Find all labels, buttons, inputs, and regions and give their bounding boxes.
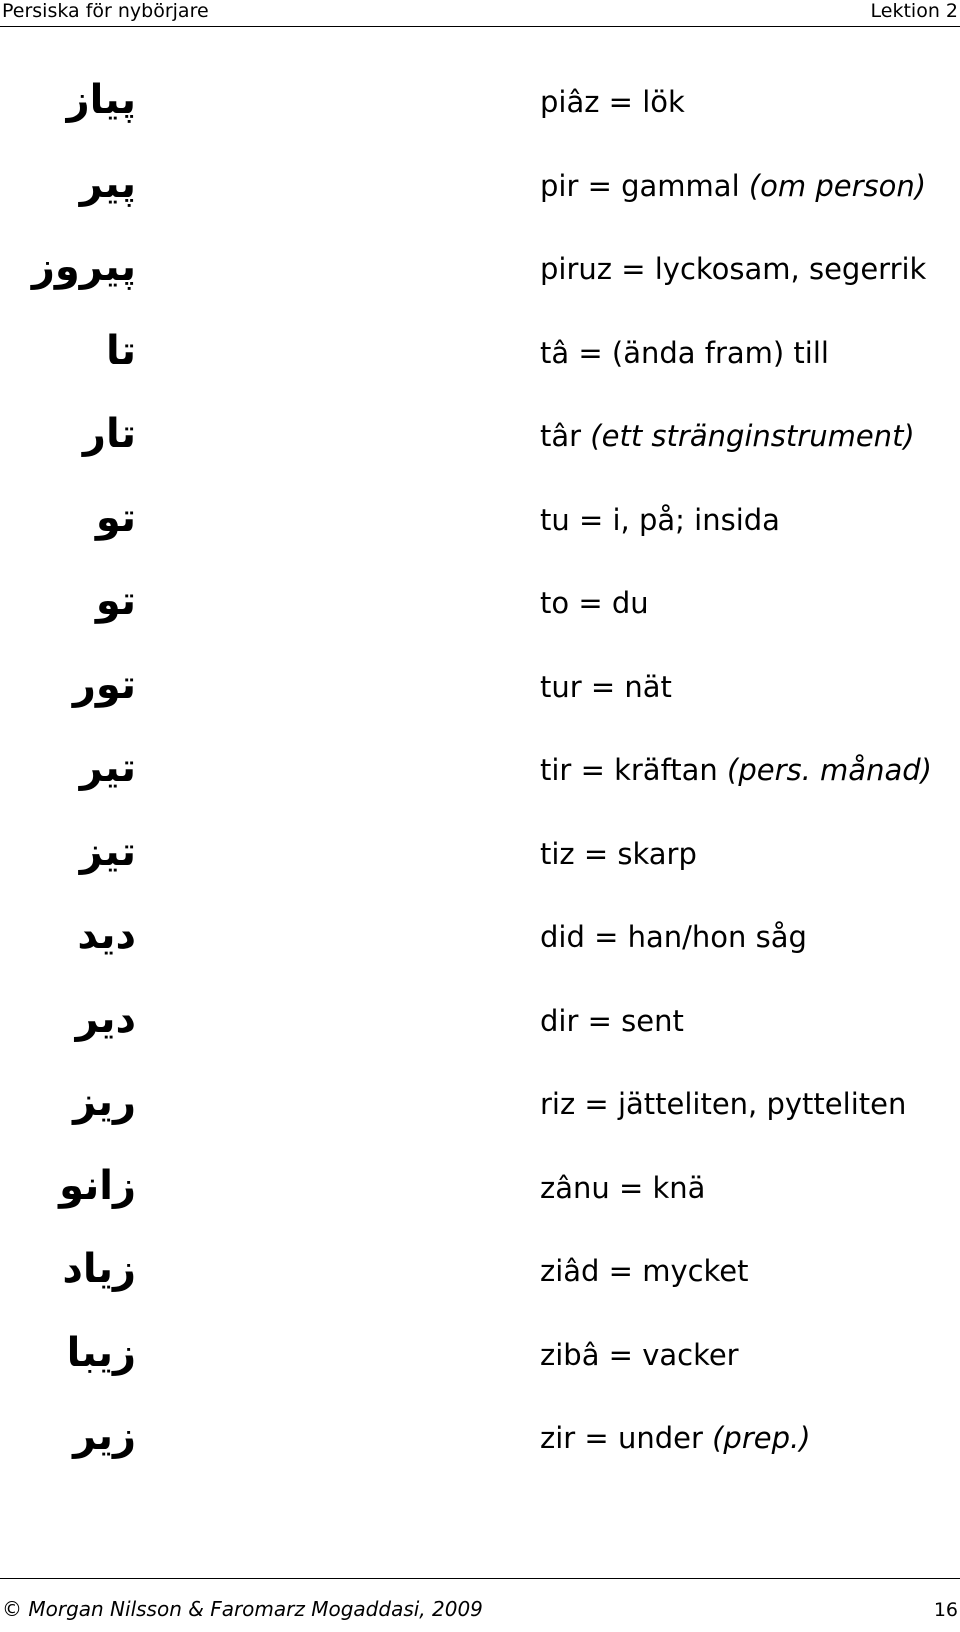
gloss — [540, 1168, 705, 1208]
gloss-text: ziâd = mycket — [540, 1254, 749, 1288]
gloss-note: (ett stränginstrument) — [590, 419, 915, 453]
gloss — [540, 249, 926, 289]
gloss — [540, 1001, 684, 1041]
page-number: 16 — [933, 1599, 958, 1621]
gloss — [540, 1418, 811, 1458]
page-footer — [0, 1578, 960, 1632]
persian-word: تا — [105, 327, 136, 374]
persian-word: پیاز — [66, 77, 136, 123]
persian-word: زیبا — [66, 1329, 136, 1376]
persian-word: تیز — [79, 828, 136, 875]
gloss — [540, 583, 649, 623]
persian-word: پیر — [79, 160, 136, 207]
vocabulary-row — [0, 1158, 960, 1242]
persian-word: ریز — [73, 1079, 136, 1125]
persian-word: زیر — [73, 1413, 136, 1459]
gloss-text: târ — [540, 419, 591, 453]
vocabulary-list — [0, 72, 960, 1492]
vocabulary-row — [0, 657, 960, 741]
gloss — [540, 500, 780, 540]
gloss-note: (om person) — [748, 168, 927, 203]
persian-word: دید — [77, 912, 136, 958]
gloss-text: piâz = lök — [540, 85, 685, 119]
vocabulary-row — [0, 72, 960, 156]
gloss-note: (pers. månad) — [727, 753, 932, 787]
persian-word: زیاد — [62, 1246, 136, 1292]
vocabulary-row — [0, 1408, 960, 1492]
gloss-text: tur = nät — [540, 669, 672, 704]
vocabulary-row — [0, 824, 960, 908]
vocabulary-row — [0, 239, 960, 323]
persian-word: تو — [95, 578, 136, 624]
gloss-text: zibâ = vacker — [540, 1337, 739, 1372]
persian-word: زانو — [59, 1162, 136, 1209]
gloss — [540, 667, 672, 707]
gloss — [540, 333, 829, 373]
gloss — [540, 917, 807, 957]
vocabulary-row — [0, 406, 960, 490]
vocabulary-row — [0, 156, 960, 240]
gloss-text: tâ = (ända fram) till — [540, 335, 829, 370]
gloss-text: to = du — [540, 586, 649, 620]
gloss-note: (prep.) — [712, 1421, 811, 1455]
vocabulary-row — [0, 1074, 960, 1158]
header-lesson: Lektion 2 — [870, 0, 958, 22]
vocabulary-row — [0, 740, 960, 824]
persian-word: پیروز — [31, 244, 136, 290]
vocabulary-row — [0, 1325, 960, 1409]
vocabulary-row — [0, 573, 960, 657]
gloss-text: riz = jätteliten, pytteliten — [540, 1087, 907, 1121]
gloss — [540, 750, 932, 790]
persian-word: تور — [72, 661, 136, 708]
gloss-text: tu = i, på; insida — [540, 502, 780, 537]
header-title: Persiska för nybörjare — [2, 0, 209, 22]
gloss — [540, 1335, 739, 1375]
gloss — [540, 834, 697, 874]
vocabulary-row — [0, 907, 960, 991]
gloss — [540, 82, 685, 122]
vocabulary-row — [0, 1241, 960, 1325]
persian-word: تار — [82, 411, 136, 457]
persian-word: تو — [95, 494, 136, 541]
vocabulary-row — [0, 991, 960, 1075]
gloss-text: piruz = lyckosam, segerrik — [540, 252, 927, 286]
gloss — [540, 1084, 906, 1124]
gloss-text: zânu = knä — [540, 1170, 706, 1205]
gloss-text: dir = sent — [540, 1003, 684, 1038]
vocabulary-row — [0, 490, 960, 574]
gloss-text: tiz = skarp — [540, 836, 697, 871]
gloss — [540, 166, 926, 206]
gloss-text: tir = kräftan — [540, 753, 728, 787]
vocabulary-row — [0, 323, 960, 407]
gloss-text: pir = gammal — [540, 168, 749, 203]
page-header — [0, 0, 960, 27]
gloss — [540, 416, 915, 456]
persian-word: دیر — [75, 995, 136, 1042]
gloss-text: did = han/hon såg — [540, 920, 807, 954]
gloss — [540, 1251, 749, 1291]
persian-word: تیر — [79, 745, 136, 791]
gloss-text: zir = under — [540, 1421, 713, 1455]
copyright: © Morgan Nilsson & Faromarz Mogaddasi, 2009 — [2, 1597, 483, 1621]
